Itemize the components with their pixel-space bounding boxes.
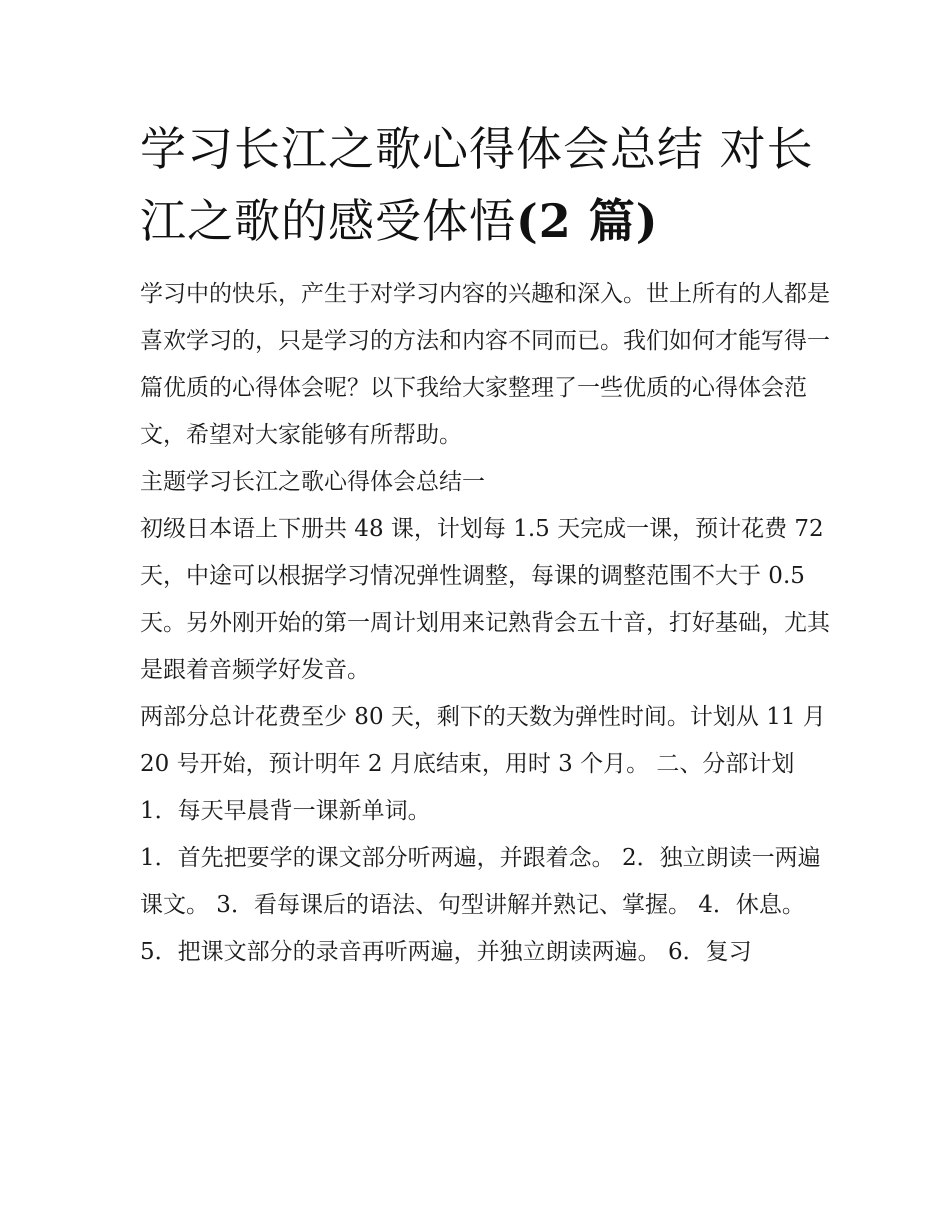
section-heading-paragraph: 主题学习长江之歌心得体会总结一 xyxy=(140,469,485,495)
steps-paragraph-1: 1．首先把要学的课文部分听两遍，并跟着念。 2．独立朗读一两遍课文。 3．看每课后的语法、句型讲解并熟记、掌握。 4．休息。 xyxy=(140,845,821,918)
title-spacer xyxy=(140,257,830,271)
document-page xyxy=(140,113,830,976)
intro-paragraph: 学习中的快乐，产生于对学习内容的兴趣和深入。世上所有的人都是喜欢学习的，只是学习的方法和内容不同而已。我们如何才能写得一篇优质的心得体会呢？以下我给大家整理了一些优质的心得体会范文，希望对大家能够有所帮助。 xyxy=(140,281,830,448)
steps-paragraph-2: 5．把课文部分的录音再听两遍，并独立朗读两遍。 6．复习 xyxy=(140,939,752,965)
schedule-paragraph: 两部分总计花费至少 80 天，剩下的天数为弹性时间。计划从 11 月 20 号开始，预计明年 2 月底结束，用时 3 个月。 二、分部计划 1．每天早晨背一课新单词。 xyxy=(140,704,826,824)
title-suffix-text: (2 篇) xyxy=(516,194,659,248)
plan-paragraph: 初级日本语上下册共 48 课，计划每 1.5 天完成一课，预计花费 72 天，中途可以根据学习情况弹性调整，每课的调整范围不大于 0.5 天。另外刚开始的第一周计划用来记熟背会五十音，打好基础，尤其是跟着音频学好发音。 xyxy=(140,516,830,683)
document-title xyxy=(140,113,830,257)
title-main-text: 学习长江之歌心得体会总结 对长江之歌的感受体悟 xyxy=(140,122,814,248)
